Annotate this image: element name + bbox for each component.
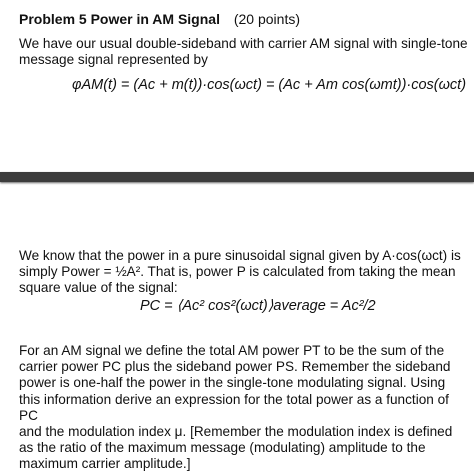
power-intro-section: [19, 248, 471, 297]
problem-section: [19, 10, 469, 68]
carrier-power-equation: [140, 296, 376, 332]
problem-points: (20 points): [233, 11, 301, 27]
question-paragraph: For an AM signal we define the total AM power PT to be the sum of the carrier power PC plus the sideband power PS. Remember the sideband power is one-half the power in the single-tone modulating signal. Using this information derive an expression for the total power as a function of PC and the modulation index μ. [Remember the modulation index is defined as the ratio of the maximum message (modulating) amplitude to the maximum carrier amplitude.]: [19, 343, 453, 472]
problem-title: Problem 5 Power in AM Signal: [19, 11, 220, 27]
problem-heading: [19, 10, 469, 28]
question-section: [19, 343, 471, 473]
intro-paragraph: We have our usual double-sideband with carrier AM signal with single-tone message signal represented by: [19, 36, 468, 68]
am-signal-equation: [72, 75, 466, 95]
carrier-power-equation-text: PC = ⟨Ac² cos²(ωct)⟩average = Ac²/2: [140, 298, 376, 314]
am-signal-equation-text: φAM(t) = (Ac + m(t))·cos(ωct) = (Ac + Am cos(ωmt))·cos(ωct): [72, 77, 467, 93]
page-divider: [0, 172, 474, 182]
power-intro-paragraph: We know that the power in a pure sinusoidal signal given by A·cos(ωct) is simply Power = ½A². That is, power P is calculated from taking the mean square value of the signal:: [19, 248, 461, 296]
